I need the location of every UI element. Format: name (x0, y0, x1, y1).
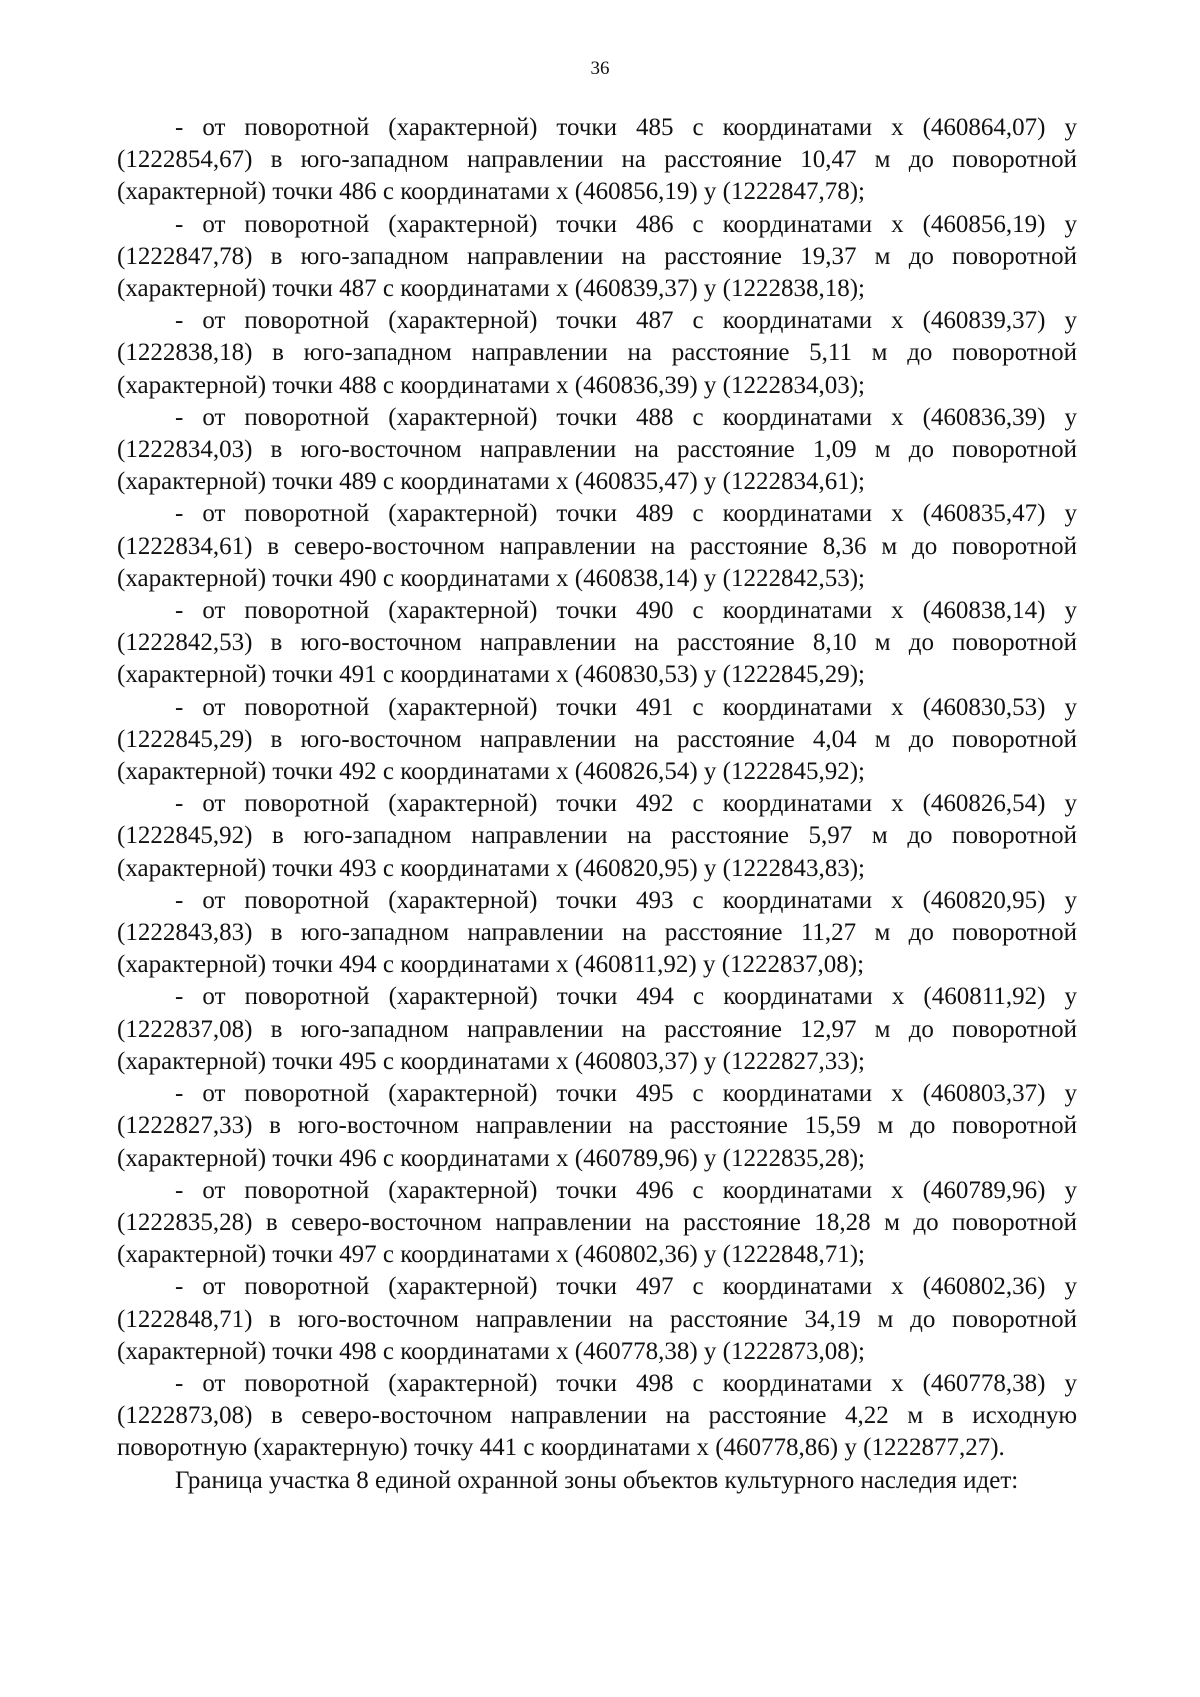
boundary-segment-485-486: - от поворотной (характерной) точки 485 с координатами х (460864,07) у (1222854,67) в юго-западном направлении на расстояние 10,47 м до поворотной (характерной) точки 486 с координатами х (460856,19) у (1222847,78); (117, 114, 1077, 206)
boundary-segment-488-489: - от поворотной (характерной) точки 488 с координатами х (460836,39) у (1222834,03) в юго-восточном направлении на расстояние 1,09 м до поворотной (характерной) точки 489 с координатами х (460835,47) у (1222834,61); (117, 403, 1077, 496)
boundary-segment-487-488: - от поворотной (характерной) точки 487 с координатами х (460839,37) у (1222838,18) в юго-западном направлении на расстояние 5,11 м до поворотной (характерной) точки 488 с координатами х (460836,39) у (1222834,03); (117, 307, 1077, 399)
boundary-segment-494-495: - от поворотной (характерной) точки 494 с координатами х (460811,92) у (1222837,08) в юго-западном направлении на расстояние 12,97 м до поворотной (характерной) точки 495 с координатами х (460803,37) у (1222827,33); (117, 983, 1077, 1075)
boundary-segment-493-494: - от поворотной (характерной) точки 493 с координатами х (460820,95) у (1222843,83) в юго-западном направлении на расстояние 11,27 м до поворотной (характерной) точки 494 с координатами х (460811,92) у (1222837,08); (117, 886, 1077, 979)
boundary-segment-486-487: - от поворотной (характерной) точки 486 с координатами х (460856,19) у (1222847,78) в юго-западном направлении на расстояние 19,37 м до поворотной (характерной) точки 487 с координатами х (460839,37) у (1222838,18); (117, 210, 1077, 303)
boundary-segment-489-490: - от поворотной (характерной) точки 489 с координатами х (460835,47) у (1222834,61) в северо-восточном направлении на расстояние 8,36 м до поворотной (характерной) точки 490 с координатами х (460838,14) у (1222842,53); (117, 500, 1077, 592)
boundary-segment-490-491: - от поворотной (характерной) точки 490 с координатами х (460838,14) у (1222842,53) в юго-восточном направлении на расстояние 8,10 м до поворотной (характерной) точки 491 с координатами х (460830,53) у (1222845,29); (117, 597, 1077, 689)
boundary-segment-496-497: - от поворотной (характерной) точки 496 с координатами х (460789,96) у (1222835,28) в северо-восточном направлении на расстояние 18,28 м до поворотной (характерной) точки 497 с координатами х (460802,36) у (1222848,71); (117, 1176, 1077, 1269)
boundary-segment-491-492: - от поворотной (характерной) точки 491 с координатами х (460830,53) у (1222845,29) в юго-восточном направлении на расстояние 4,04 м до поворотной (характерной) точки 492 с координатами х (460826,54) у (1222845,92); (117, 693, 1077, 786)
document-body (117, 112, 1077, 1497)
boundary-segment-492-493: - от поворотной (характерной) точки 492 с координатами х (460826,54) у (1222845,92) в юго-западном направлении на расстояние 5,97 м до поворотной (характерной) точки 493 с координатами х (460820,95) у (1222843,83); (117, 790, 1077, 882)
boundary-segment-497-498: - от поворотной (характерной) точки 497 с координатами х (460802,36) у (1222848,71) в юго-восточном направлении на расстояние 34,19 м до поворотной (характерной) точки 498 с координатами х (460778,38) у (1222873,08); (117, 1273, 1077, 1365)
page-number: 36 (590, 58, 610, 79)
boundary-segment-495-496: - от поворотной (характерной) точки 495 с координатами х (460803,37) у (1222827,33) в юго-восточном направлении на расстояние 15,59 м до поворотной (характерной) точки 496 с координатами х (460789,96) у (1222835,28); (117, 1080, 1077, 1172)
boundary-segment-498-441: - от поворотной (характерной) точки 498 с координатами х (460778,38) у (1222873,08) в северо-восточном направлении на расстояние 4,22 м в исходную поворотную (характерную) точку 441 с координатами х (460778,86) у (1222877,27). (117, 1369, 1077, 1462)
section-8-intro: Граница участка 8 единой охранной зоны объектов культурного наследия идет: (175, 1466, 1019, 1494)
